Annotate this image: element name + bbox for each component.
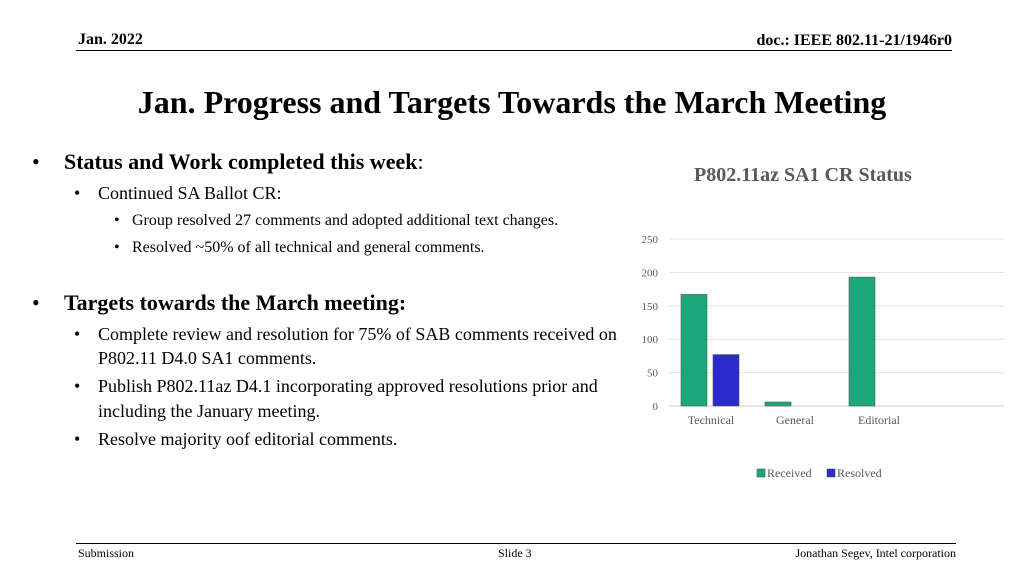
bullet-item: • Resolve majority oof editorial comments. xyxy=(74,429,398,450)
section-status-heading: • Status and Work completed this week: xyxy=(32,149,424,174)
x-tick-label: Technical xyxy=(687,413,735,427)
y-tick-label: 0 xyxy=(652,401,658,413)
bar-received xyxy=(849,277,875,406)
bullet-item: • Publish P802.11az D4.1 incorporating approved resolutions prior and including the January meeting. xyxy=(74,376,598,421)
y-tick-label: 200 xyxy=(641,267,658,280)
y-tick-label: 50 xyxy=(647,367,658,380)
legend-swatch xyxy=(827,469,835,477)
bar-resolved xyxy=(713,355,739,406)
bar-received xyxy=(765,402,791,406)
footer-divider xyxy=(76,543,956,544)
cr-status-chart xyxy=(624,225,1014,495)
section-targets-heading: • Targets towards the March meeting: xyxy=(32,290,407,316)
header-doc-id: doc.: IEEE 802.11-21/1946r0 xyxy=(756,32,952,49)
sub-bullet-item: • Group resolved 27 comments and adopted additional text changes. xyxy=(114,211,559,229)
legend-label: Received xyxy=(767,466,812,480)
section-heading-text: Targets towards the March meeting: xyxy=(64,290,407,316)
legend-swatch xyxy=(757,469,765,477)
header-date: Jan. 2022 xyxy=(78,31,143,48)
slide-content xyxy=(32,148,622,451)
slide-title: Jan. Progress and Targets Towards the March Meeting xyxy=(137,84,887,120)
bullet-item: • Complete review and resolution for 75% of SAB comments received on P802.11 D4.0 SA1 comments. xyxy=(74,323,617,369)
bar-received xyxy=(681,294,707,406)
x-tick-label: Editorial xyxy=(858,413,900,427)
chart-title: P802.11az SA1 CR Status xyxy=(694,164,912,186)
header-divider xyxy=(76,50,952,51)
section-heading-text: Status and Work completed this week xyxy=(64,149,418,174)
sub-bullet-item: • Resolved ~50% of all technical and general comments. xyxy=(114,239,485,257)
x-tick-label: General xyxy=(776,413,814,427)
footer-submission: Submission xyxy=(78,546,135,560)
footer-slide-number: Slide 3 xyxy=(498,546,532,560)
y-tick-label: 250 xyxy=(641,234,658,246)
bullet-item: • Continued SA Ballot CR: xyxy=(74,182,282,203)
y-tick-label: 150 xyxy=(641,300,658,313)
legend-label: Resolved xyxy=(837,466,882,480)
y-tick-label: 100 xyxy=(641,334,658,347)
footer-author: Jonathan Segev, Intel corporation xyxy=(795,546,956,560)
